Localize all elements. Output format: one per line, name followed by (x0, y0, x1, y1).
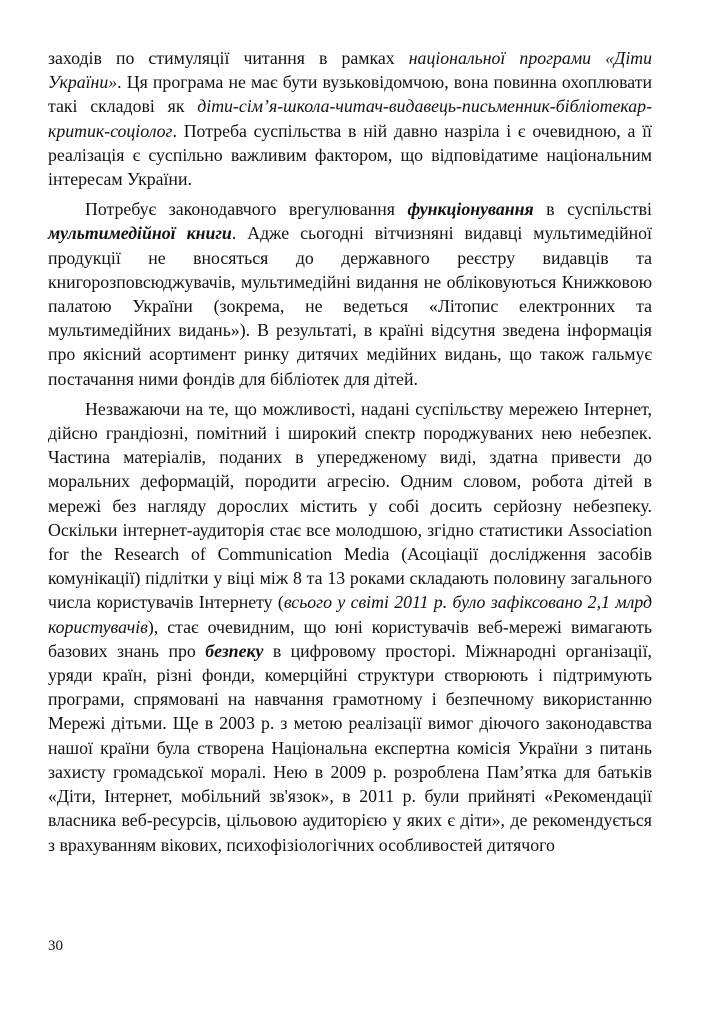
text-span: в суспільстві (533, 199, 652, 220)
italic-span: діти-сім’я-школа-читач-видавець-письменник-бібліотекар-критик-соціолог (48, 96, 652, 141)
text-span: . Ця програма не має бути вузьковідомчою, вона повинна охоплювати такі складові як (48, 72, 652, 117)
bold-italic-span: мультимедійної книги (48, 223, 232, 244)
paragraph-3 (48, 397, 652, 857)
text-span: в цифровому просторі. Міжнародні організації, уряди країн, різні фонди, комерційні структури створюють і підтримують програми, спрямовані на навчання грамотному і безпечному використанню Мережі дітьми. Ще в 2003 р. з метою реалізації вимог діючого законодавства нашої країни була створена Національна експертна комісія України з питань захисту громадської моралі. Нею в 2009 р. розроблена Пам’ятка для батьків «Діти, Інтернет, мобільний зв'язок», в 2011 р. були прийняті «Рекомендації власника веб-ресурсів, цільовою аудиторією у яких є діти», де рекомендується з врахуванням вікових, психофізіологічних особливостей дитячого (48, 640, 652, 855)
italic-span: всього у світі 2011 р. було зафіксовано 2,1 млрд користувачів (48, 592, 652, 637)
page-number: 30 (48, 938, 63, 954)
bold-italic-span: безпеку (205, 640, 264, 661)
paragraph-2 (48, 197, 652, 391)
text-span: заходів по стимуляції читання в рамках (48, 48, 409, 68)
text-span: . Адже сьогодні вітчизняні видавці мультимедійної продукції не вносяться до державного реєстру видавців та книгорозповсюджувачів, мультимедійні видання не обліковуються Книжковою палатою України (зокрема, не ведеться «Літопис електронних та мультимедійних видань»). В результаті, в країні відсутня зведена інформація про якісний асортимент ринку дитячих медійних видань, що також гальмує постачання ними фондів для бібліотек для дітей. (48, 223, 652, 389)
text-span: ), стає очевидним, що юні користувачів веб-мережі вимагають базових знань про (48, 616, 652, 661)
document-body (48, 46, 652, 857)
italic-span: національної програми «Діти України» (48, 48, 652, 93)
paragraph-1 (48, 46, 652, 191)
text-span: Потребує законодавчого врегулювання (85, 199, 408, 220)
text-span: . Потреба суспільства в ній давно назріла і є очевидною, а її реалізація є суспільно важливим фактором, що відповідатиме національним інтересам України. (48, 120, 652, 190)
bold-italic-span: функціонування (407, 199, 534, 220)
text-span: Незважаючи на те, що можливості, надані суспільству мережею Інтернет, дійсно грандіозні, помітний і широкий спектр породжуваних нею небезпек. Частина матеріалів, поданих в упередженому виді, здатна привести до моральних деформацій, породити агресію. Одним словом, робота дітей в мережі без нагляду дорослих містить у собі досить серйозну небезпеку. Оскільки інтернет-аудиторія стає все молодшою, згідно статистики Association for the Research of Communication Media (Асоціації дослідження засобів комунікації) підлітки у віці між 8 та 13 роками складають половину загального числа користувачів Інтернету ( (48, 398, 652, 613)
